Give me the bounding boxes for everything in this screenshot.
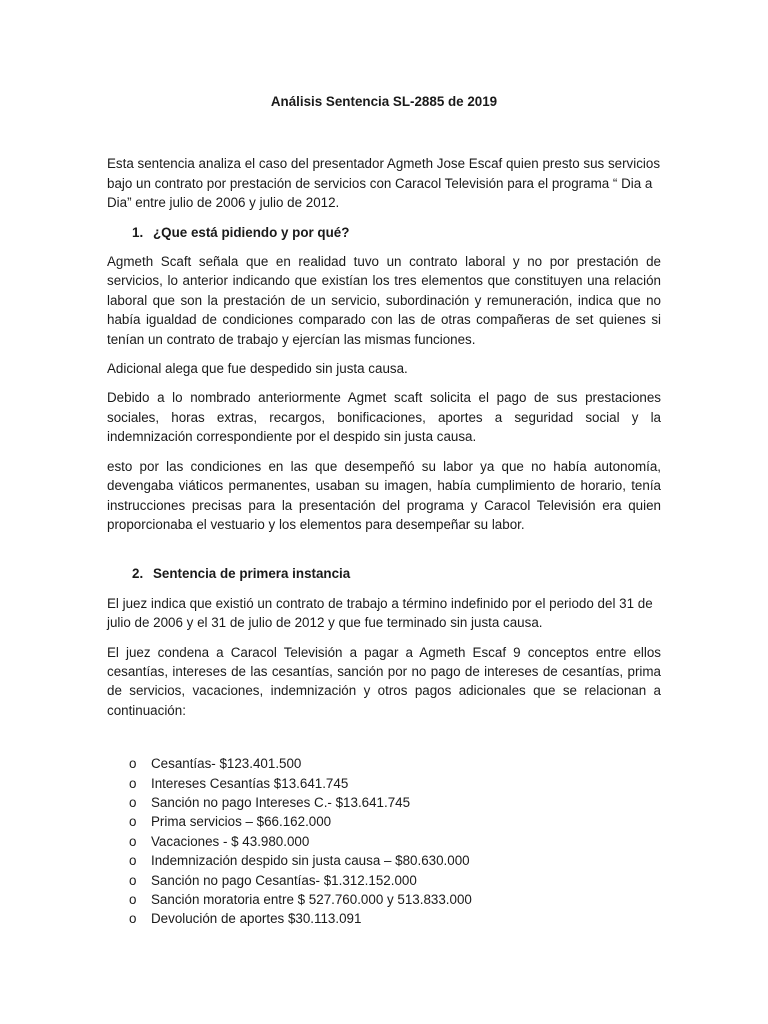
list-item-text: Devolución de aportes $30.113.091 [151, 911, 362, 927]
amounts-list [107, 754, 661, 929]
list-item-text: Cesantías- $123.401.500 [151, 756, 302, 772]
bullet-icon: o [129, 814, 137, 830]
section-1-paragraph: esto por las condiciones en las que desempeñó su labor ya que no había autonomía, devengaba viáticos permanentes, usaban su imagen, había cumplimiento de horario, tenía instrucciones precisas para la presentación del programa y Caracol Televisión era quien proporcionaba el vestuario y los elementos para desempeñar su labor. [107, 458, 661, 532]
section-2-paragraph: El juez indica que existió un contrato de trabajo a término indefinido por el periodo del 31 de julio de 2006 y el 31 de julio de 2012 y que fue terminado sin justa causa. [107, 595, 653, 631]
list-item [129, 754, 661, 773]
list-item-text: Indemnización despido sin justa causa – $80.630.000 [151, 853, 470, 869]
section-1-heading [107, 223, 661, 242]
list-item [129, 871, 661, 890]
bullet-icon: o [129, 775, 137, 791]
section-2-number: 2. [132, 566, 144, 582]
section-2-title: Sentencia de primera instancia [153, 566, 351, 582]
list-item-text: Vacaciones - $ 43.980.000 [151, 833, 310, 849]
list-item [129, 793, 661, 812]
list-item [129, 832, 661, 851]
bullet-icon: o [129, 756, 137, 772]
list-item-text: Sanción no pago Intereses C.- $13.641.745 [151, 794, 411, 810]
section-1-title: ¿Que está pidiendo y por qué? [153, 224, 350, 240]
section-1-number: 1. [132, 224, 144, 240]
bullet-icon: o [129, 794, 137, 810]
list-item-text: Sanción moratoria entre $ 527.760.000 y 513.833.000 [151, 892, 472, 907]
list-item-text: Prima servicios – $66.162.000 [151, 814, 332, 830]
section-1-paragraph: Agmeth Scaft señala que en realidad tuvo un contrato laboral y no por prestación de servicios, lo anterior indicando que existían los tres elementos que constituyen una relación laboral que son la prestación de un servicio, subordinación y remuneración, indica que no había igualdad de condiciones comparado con las de otras compañeras de set quienes si tenían un contrato de trabajo y ejercían las mismas funciones. [107, 254, 661, 347]
section-2-paragraph: El juez condena a Caracol Televisión a pagar a Agmeth Escaf 9 conceptos entre ellos cesantías, intereses de las cesantías, sanción por no pago de intereses de cesantías, prima de servicios, vacaciones, indemnización y otros pagos adicionales que se relacionan a continuación: [107, 644, 661, 718]
section-1-paragraph: Debido a lo nombrado anteriormente Agmet scaft solicita el pago de sus prestaciones sociales, horas extras, recargos, bonificaciones, aportes a seguridad social y la indemnización correspondiente por el despido sin justa causa. [107, 390, 661, 445]
list-item [129, 812, 661, 831]
section-1-paragraph: Adicional alega que fue despedido sin justa causa. [107, 361, 408, 377]
intro-paragraph: Esta sentencia analiza el caso del presentador Agmeth Jose Escaf quien presto sus servicios bajo un contrato por prestación de servicios con Caracol Televisión para el programa “ Dia a Dia” entre julio de 2006 y julio de 2012. [107, 156, 661, 211]
list-item [129, 909, 661, 928]
list-item [129, 774, 661, 793]
section-2-heading [107, 564, 661, 583]
list-item [129, 851, 661, 870]
bullet-icon: o [129, 911, 137, 927]
list-item-text: Intereses Cesantías $13.641.745 [151, 775, 349, 791]
bullet-icon: o [129, 833, 137, 849]
list-item-text: Sanción no pago Cesantías- $1.312.152.000 [151, 872, 417, 888]
bullet-icon: o [129, 872, 137, 888]
bullet-icon: o [129, 892, 137, 907]
bullet-icon: o [129, 853, 137, 869]
list-item [129, 890, 661, 909]
document-title: Análisis Sentencia SL-2885 de 2019 [270, 94, 498, 109]
